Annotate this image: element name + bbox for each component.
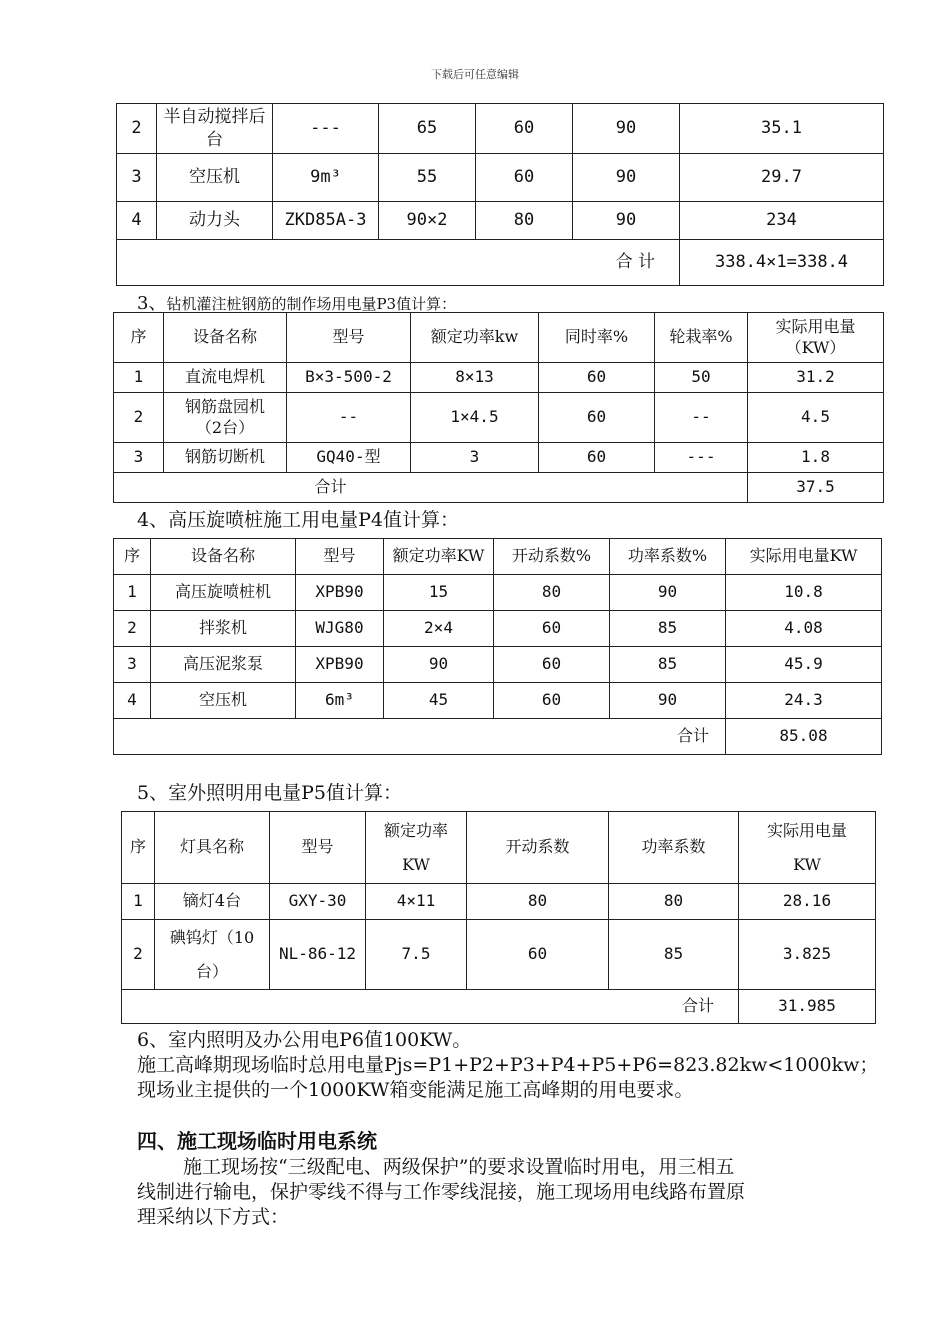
table-row [114, 363, 884, 393]
cell-name: 钢筋切断机 [164, 443, 287, 473]
cell-rate: --- [655, 443, 748, 473]
cell-pf: 90 [573, 104, 680, 154]
header-cell: 型号 [287, 313, 411, 363]
header-cell: 同时率% [539, 313, 655, 363]
cell-no: 2 [117, 104, 157, 154]
cell-no: 4 [114, 683, 151, 719]
table-header-row [114, 539, 882, 575]
section-heading-4: 四、施工现场临时用电系统 [137, 1129, 377, 1153]
header-cell: 实际用电量KW [726, 539, 882, 575]
table-header-row [114, 313, 884, 363]
header-cell: 额定功率KW [366, 812, 467, 884]
cell-name: 碘钨灯（10台） [155, 920, 270, 990]
cell-model: 9m³ [273, 154, 379, 202]
header-cell: 轮栽率% [655, 313, 748, 363]
cell-actual: 45.9 [726, 647, 882, 683]
cell-no: 4 [117, 202, 157, 240]
section5-caption: 5、室外照明用电量P5值计算： [137, 782, 402, 804]
watermark: 下载后可任意编辑 [431, 68, 519, 81]
header-cell: 型号 [270, 812, 366, 884]
header-cell: 序 [122, 812, 155, 884]
table-row [114, 647, 882, 683]
cell-actual: 4.08 [726, 611, 882, 647]
cell-start: 60 [494, 683, 610, 719]
header-cell: 设备名称 [164, 313, 287, 363]
cell-power: 8×13 [411, 363, 539, 393]
cell-power: 55 [379, 154, 476, 202]
cell-pf: 90 [573, 202, 680, 240]
cell-actual: 35.1 [680, 104, 884, 154]
cell-power: 1×4.5 [411, 393, 539, 443]
cell-name: 动力头 [157, 202, 273, 240]
caption-prefix: 3、 [137, 293, 167, 314]
table-row [114, 443, 884, 473]
cell-model: GXY-30 [270, 884, 366, 920]
cell-pf: 85 [610, 611, 726, 647]
total-value: 85.08 [726, 719, 882, 755]
cell-power: 4×11 [366, 884, 467, 920]
table-row [114, 683, 882, 719]
cell-actual: 28.16 [739, 884, 876, 920]
table-p2-continuation [116, 103, 884, 286]
header-cell: 实际用电量KW [739, 812, 876, 884]
cell-model: -- [287, 393, 411, 443]
table-row [122, 920, 876, 990]
cell-model: B×3-500-2 [287, 363, 411, 393]
line-supply: 现场业主提供的一个1000KW箱变能满足施工高峰期的用电要求。 [137, 1079, 694, 1101]
header-cell: 灯具名称 [155, 812, 270, 884]
cell-power: 15 [384, 575, 494, 611]
table-p5 [121, 811, 876, 1024]
cell-actual: 234 [680, 202, 884, 240]
total-label: 合 计 [117, 240, 680, 286]
cell-power: 3 [411, 443, 539, 473]
total-label: 合计 [114, 719, 726, 755]
cell-name: 高压泥浆泵 [151, 647, 296, 683]
paragraph-line-3: 理采纳以下方式： [137, 1206, 290, 1228]
cell-power: 90×2 [379, 202, 476, 240]
cell-name: 镝灯4台 [155, 884, 270, 920]
cell-power: 2×4 [384, 611, 494, 647]
cell-actual: 31.2 [748, 363, 884, 393]
cell-start: 80 [494, 575, 610, 611]
cell-power: 7.5 [366, 920, 467, 990]
cell-model: XPB90 [296, 575, 384, 611]
table-total-row [122, 990, 876, 1024]
cell-actual: 10.8 [726, 575, 882, 611]
cell-name: 空压机 [151, 683, 296, 719]
cell-start: 80 [467, 884, 609, 920]
cell-simul: 60 [476, 154, 573, 202]
table-p3 [113, 312, 884, 503]
cell-model: WJG80 [296, 611, 384, 647]
cell-name: 空压机 [157, 154, 273, 202]
cell-simul: 80 [476, 202, 573, 240]
table-total-row [117, 240, 884, 286]
table-row [117, 154, 884, 202]
cell-no: 3 [117, 154, 157, 202]
cell-actual: 4.5 [748, 393, 884, 443]
header-cell: 功率系数 [609, 812, 739, 884]
cell-name: 半自动搅拌后台 [157, 104, 273, 154]
cell-no: 2 [114, 611, 151, 647]
cell-power: 65 [379, 104, 476, 154]
caption-text: 钻机灌注桩钢筋的制作场用电量P3值计算： [166, 295, 457, 313]
header-cell: 功率系数% [610, 539, 726, 575]
cell-simul: 60 [539, 363, 655, 393]
total-value: 37.5 [748, 473, 884, 503]
cell-start: 60 [467, 920, 609, 990]
cell-actual: 1.8 [748, 443, 884, 473]
cell-no: 1 [114, 575, 151, 611]
total-label: 合计 [114, 473, 748, 503]
total-value: 338.4×1=338.4 [680, 240, 884, 286]
cell-no: 3 [114, 647, 151, 683]
table-header-row [122, 812, 876, 884]
header-cell: 序 [114, 539, 151, 575]
table-row [114, 611, 882, 647]
cell-no: 1 [114, 363, 164, 393]
total-value: 31.985 [739, 990, 876, 1024]
cell-name: 拌浆机 [151, 611, 296, 647]
line-p6: 6、室内照明及办公用电P6值100KW。 [137, 1029, 472, 1051]
cell-name: 钢筋盘园机（2台） [164, 393, 287, 443]
header-cell: 开动系数 [467, 812, 609, 884]
table-p4 [113, 538, 882, 755]
cell-power: 45 [384, 683, 494, 719]
cell-pf: 90 [610, 683, 726, 719]
table-total-row [114, 719, 882, 755]
cell-rate: 50 [655, 363, 748, 393]
cell-model: XPB90 [296, 647, 384, 683]
cell-name: 高压旋喷桩机 [151, 575, 296, 611]
cell-model: GQ40-型 [287, 443, 411, 473]
cell-start: 60 [494, 611, 610, 647]
table-total-row [114, 473, 884, 503]
cell-simul: 60 [539, 443, 655, 473]
header-cell: 设备名称 [151, 539, 296, 575]
cell-model: --- [273, 104, 379, 154]
line-total-load: 施工高峰期现场临时总用电量Pjs=P1+P2+P3+P4+P5+P6=823.82kw<1000kw； [137, 1054, 879, 1076]
table-row [122, 884, 876, 920]
paragraph-line-1: 施工现场按“三级配电、两级保护”的要求设置临时用电，用三相五 [183, 1156, 735, 1178]
cell-power: 90 [384, 647, 494, 683]
cell-rate: -- [655, 393, 748, 443]
cell-no: 3 [114, 443, 164, 473]
cell-pf: 85 [609, 920, 739, 990]
table-row [114, 575, 882, 611]
cell-model: NL-86-12 [270, 920, 366, 990]
header-cell: 额定功率KW [384, 539, 494, 575]
table-row [114, 393, 884, 443]
cell-no: 2 [122, 920, 155, 990]
cell-pf: 90 [573, 154, 680, 202]
table-row [117, 104, 884, 154]
header-cell: 实际用电量（KW） [748, 313, 884, 363]
cell-model: 6m³ [296, 683, 384, 719]
table-row [117, 202, 884, 240]
header-cell: 序 [114, 313, 164, 363]
total-label: 合计 [122, 990, 739, 1024]
paragraph-line-2: 线制进行输电，保护零线不得与工作零线混接，施工现场用电线路布置原 [137, 1181, 746, 1203]
cell-pf: 90 [610, 575, 726, 611]
cell-start: 60 [494, 647, 610, 683]
cell-actual: 29.7 [680, 154, 884, 202]
header-cell: 额定功率kw [411, 313, 539, 363]
cell-simul: 60 [476, 104, 573, 154]
cell-no: 1 [122, 884, 155, 920]
header-cell: 型号 [296, 539, 384, 575]
header-cell: 开动系数% [494, 539, 610, 575]
cell-no: 2 [114, 393, 164, 443]
cell-actual: 24.3 [726, 683, 882, 719]
cell-name: 直流电焊机 [164, 363, 287, 393]
cell-pf: 80 [609, 884, 739, 920]
section4-caption: 4、高压旋喷桩施工用电量P4值计算： [137, 509, 459, 531]
cell-model: ZKD85A-3 [273, 202, 379, 240]
cell-simul: 60 [539, 393, 655, 443]
cell-actual: 3.825 [739, 920, 876, 990]
cell-pf: 85 [610, 647, 726, 683]
